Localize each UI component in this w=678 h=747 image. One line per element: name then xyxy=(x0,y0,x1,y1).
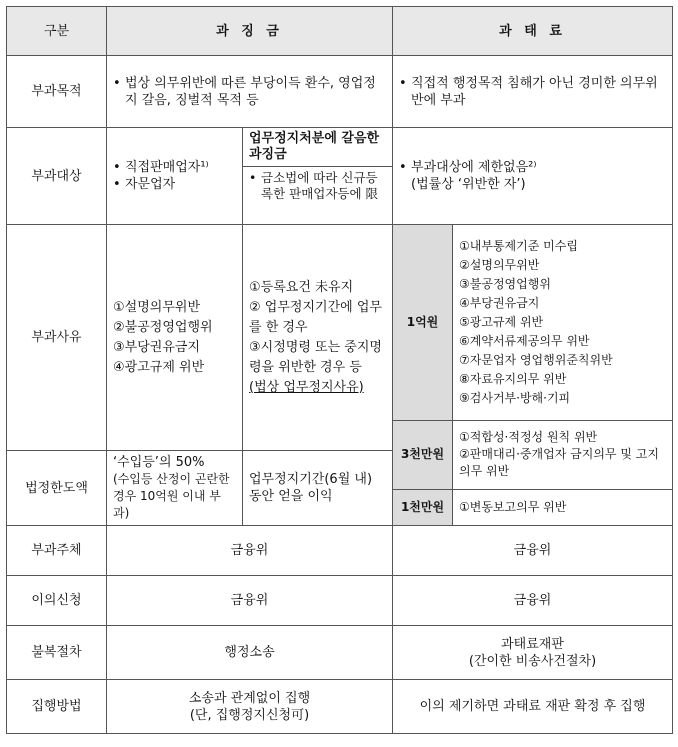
appeal-fine: 행정소송 xyxy=(107,626,393,680)
tier1-item: ②설명의무위반 xyxy=(459,258,540,272)
row-label: 부과사유 xyxy=(7,225,107,451)
row-label: 집행방법 xyxy=(7,680,107,734)
target-item: • 직접판매업자¹⁾ xyxy=(113,159,236,176)
purpose-fine-text: • 법상 의무위반에 따른 부당이득 환수, 영업정지 갈음, 징벌적 목적 등 xyxy=(113,75,386,109)
row-label: 부과주체 xyxy=(7,526,107,576)
target-item: • 자문업자 xyxy=(113,176,236,193)
tier1-item: ⑦자문업자 영업행위준칙위반 xyxy=(459,353,613,367)
row-label: 법정한도액 xyxy=(7,451,107,526)
limit-line1: ‘수입등’의 50% xyxy=(113,455,205,470)
reason-sub-item: ③시정명령 또는 중지명령을 위반한 경우 등 xyxy=(249,339,382,375)
row-target xyxy=(7,128,673,225)
row-execution xyxy=(7,680,673,734)
cell-fine-target-sub xyxy=(243,128,393,225)
objection-fine: 금융위 xyxy=(107,576,393,626)
tier-label-2: 3천만원 xyxy=(393,421,453,490)
target-penalty-line2: (법률상 ‘위반한 자’) xyxy=(411,177,526,192)
sub-body: • 금소법에 따라 신규등록한 판매업자등에 限 xyxy=(249,170,386,202)
cell-appeal-penalty xyxy=(393,626,673,680)
comparison-table xyxy=(6,6,673,734)
reason-item: ③부당권유금지 xyxy=(113,339,201,355)
row-label: 불복절차 xyxy=(7,626,107,680)
cell-fine-target xyxy=(107,128,243,225)
row-purpose xyxy=(7,56,673,128)
row-objection xyxy=(7,576,673,626)
execution-fine-line1: 소송과 관계없이 집행 xyxy=(188,690,311,706)
row-label: 부과목적 xyxy=(7,56,107,128)
tier-label-1: 1억원 xyxy=(393,225,453,421)
limit-line2: (수입등 산정이 곤란한 경우 10억원 이내 부과) xyxy=(113,472,230,520)
header-penalty: 과 태 료 xyxy=(393,7,673,56)
tier1-item: ④부당권유금지 xyxy=(459,296,540,310)
cell-sub-limit: 업무정지기간(6월 내) 동안 얻을 이익 xyxy=(243,451,393,526)
reason-item: ④광고규제 위반 xyxy=(113,359,205,375)
header-row xyxy=(7,7,673,56)
authority-penalty: 금융위 xyxy=(393,526,673,576)
tier-label-3: 1천만원 xyxy=(393,489,453,526)
row-authority xyxy=(7,526,673,576)
row-reason xyxy=(7,225,673,421)
cell-fine-reason-sub xyxy=(243,225,393,451)
tier1-item: ③불공정영업행위 xyxy=(459,277,551,291)
cell-execution-fine xyxy=(107,680,393,734)
row-label: 부과대상 xyxy=(7,128,107,225)
tier1-item: ⑨검사거부·방해·기피 xyxy=(459,391,571,405)
reason-sub-note: (법상 업무정지사유) xyxy=(249,379,364,395)
appeal-penalty-line1: 과태료재판 xyxy=(501,636,564,652)
cell-tier2-items xyxy=(453,421,673,490)
row-appeal xyxy=(7,626,673,680)
cell-penalty-purpose xyxy=(393,56,673,128)
reason-sub-item: ② 업무정지기간에 업무를 한 경우 xyxy=(249,299,382,335)
cell-fine-purpose xyxy=(107,56,393,128)
cell-fine-reason xyxy=(107,225,243,451)
cell-tier1-items xyxy=(453,225,673,421)
tier2-item: ①적합성·적정성 원칙 위반 xyxy=(459,430,598,445)
objection-penalty: 금융위 xyxy=(393,576,673,626)
reason-sub-item: ①등록요건 未유지 xyxy=(249,279,354,295)
tier1-item: ⑤광고규제 위반 xyxy=(459,315,544,329)
reason-item: ②불공정영업행위 xyxy=(113,319,213,335)
tier3-item: ①변동보고의무 위반 xyxy=(459,499,567,514)
row-label: 이의신청 xyxy=(7,576,107,626)
authority-fine: 금융위 xyxy=(107,526,393,576)
header-category: 구분 xyxy=(7,7,107,56)
reason-item: ①설명의무위반 xyxy=(113,299,201,315)
tier1-item: ①내부통제기준 미수립 xyxy=(459,239,578,253)
target-penalty-line1: • 부과대상에 제한없음²⁾ xyxy=(399,159,666,176)
execution-fine-line2: (단, 집행정지신청可) xyxy=(189,707,310,723)
header-fine: 과 징 금 xyxy=(107,7,393,56)
tier2-item: ②판매대리·중개업자 금지의무 및 고지의무 위반 xyxy=(459,447,659,479)
purpose-penalty-text: • 직접적 행정목적 침해가 아닌 경미한 의무위반에 부과 xyxy=(399,75,666,109)
cell-penalty-target xyxy=(393,128,673,225)
execution-penalty: 이의 제기하면 과태료 재판 확정 후 집행 xyxy=(393,680,673,734)
cell-fine-limit xyxy=(107,451,243,526)
sub-heading: 업무정지처분에 갈음한 과징금 xyxy=(243,128,392,167)
tier1-item: ⑥계약서류제공의무 위반 xyxy=(459,334,590,348)
appeal-penalty-line2: (간이한 비송사건절차) xyxy=(468,653,597,669)
tier1-item: ⑧자료유지의무 위반 xyxy=(459,372,567,386)
comparison-table-container xyxy=(6,6,673,734)
cell-tier3-items xyxy=(453,489,673,526)
